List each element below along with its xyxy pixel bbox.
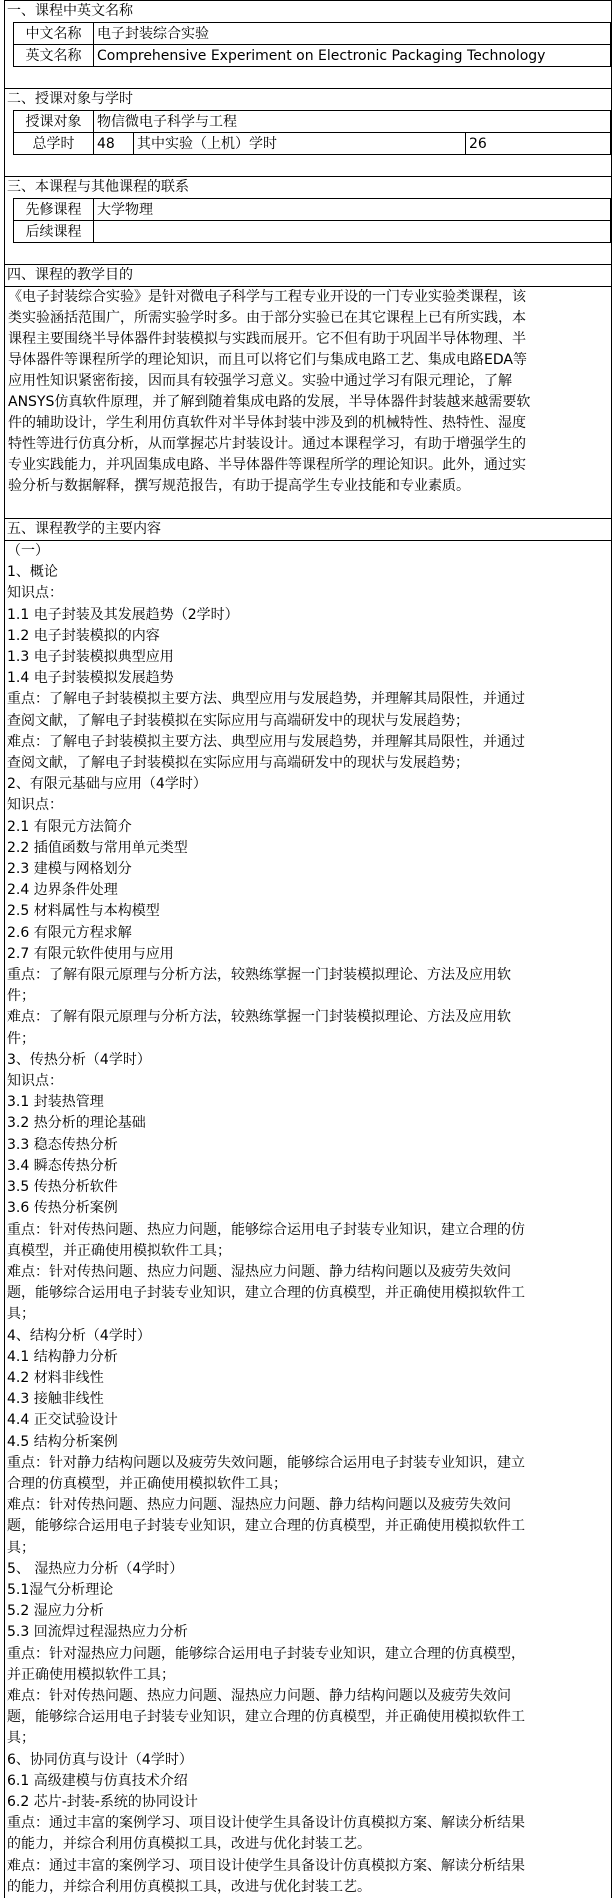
content-line: 重点：了解有限元原理与分析方法，较熟练掌握一门封装模拟理论、方法及应用软 <box>7 967 511 984</box>
section-heading-related-courses: 三、本课程与其他课程的联系 <box>5 176 611 198</box>
content-line: 重点：针对湿热应力问题，能够综合运用电子封装专业知识，建立合理的仿真模型， <box>7 1645 525 1662</box>
content-line: 3.1 封装热管理 <box>7 1094 104 1111</box>
prerequisite-label: 先修课程 <box>14 199 94 221</box>
content-line: 题，能够综合运用电子封装专业知识，建立合理的仿真模型，并正确使用模拟软件工 <box>7 1285 525 1302</box>
content-line: 真模型，并正确使用模拟软件工具； <box>7 1242 231 1259</box>
content-line: 1、概论 <box>7 564 58 581</box>
english-name-label: 英文名称 <box>14 45 94 67</box>
content-line: 6、协同仿真与设计（4学时） <box>7 1751 193 1768</box>
content-line: 2.5 材料属性与本构模型 <box>7 903 160 920</box>
paragraph-line: 应用性知识紧密衔接，因而具有较强学习意义。实验中通过学习有限元理论，了解 <box>8 373 512 389</box>
content-line: 重点：了解电子封装模拟主要方法、典型应用与发展趋势，并理解其局限性，并通过 <box>7 691 525 708</box>
teaching-purpose-paragraph <box>5 286 611 497</box>
content-line: 4.1 结构静力分析 <box>7 1348 118 1365</box>
content-line: 查阅文献，了解电子封装模拟在实际应用与高端研发中的现状与发展趋势； <box>7 712 469 729</box>
total-hours-label: 总学时 <box>14 133 94 155</box>
table-row <box>14 23 611 45</box>
content-line: 难点：针对传热问题、热应力问题、湿热应力问题、静力结构问题以及疲劳失效问 <box>7 1687 511 1704</box>
content-line: 4.5 结构分析案例 <box>7 1433 118 1450</box>
content-line: 1.4 电子封装模拟发展趋势 <box>7 670 174 687</box>
content-line: 件； <box>7 988 35 1005</box>
table-row <box>14 221 611 243</box>
content-line: 5.1湿气分析理论 <box>7 1581 114 1598</box>
paragraph-line: 课程主要围绕半导体器件封装模拟与实践而展开。它不但有助于巩固半导体物理、半 <box>8 331 526 347</box>
audience-hours-table <box>13 110 611 155</box>
content-line: 3.2 热分析的理论基础 <box>7 1115 146 1132</box>
total-hours-value: 48 <box>94 133 134 155</box>
content-line: 3、传热分析（4学时） <box>7 1051 151 1068</box>
content-line: 6.2 芯片-封装-系统的协同设计 <box>7 1793 198 1810</box>
paragraph-line: 《电子封装综合实验》是针对微电子科学与工程专业开设的一门专业实验类课程，该 <box>8 289 526 305</box>
experiment-hours-label: 其中实验（上机）学时 <box>134 133 466 155</box>
content-line: 2、有限元基础与应用（4学时） <box>7 776 207 793</box>
section-heading-audience-hours: 二、授课对象与学时 <box>5 88 611 110</box>
content-line: 知识点： <box>7 1073 63 1090</box>
content-line: 查阅文献，了解电子封装模拟在实际应用与高端研发中的现状与发展趋势； <box>7 755 469 772</box>
content-line: （一） <box>7 543 49 559</box>
experiment-hours-value: 26 <box>466 133 611 155</box>
paragraph-line: 类实验涵括范围广，所需实验学时多。由于部分实验已在其它课程上已有所实践，本 <box>8 310 526 326</box>
content-line: 4.3 接触非线性 <box>7 1391 104 1408</box>
content-line: 件； <box>7 1030 35 1047</box>
content-line: 的能力，并综合利用仿真模拟工具，改进与优化封装工艺。 <box>7 1836 371 1853</box>
content-line: 6.1 高级建模与仿真技术介绍 <box>7 1772 188 1789</box>
english-name-value: Comprehensive Experiment on Electronic Packaging Technology <box>94 45 611 67</box>
section-heading-teaching-purpose: 四、课程的教学目的 <box>5 264 611 286</box>
section-heading-main-content: 五、课程教学的主要内容 <box>5 518 611 540</box>
content-line: 题，能够综合运用电子封装专业知识，建立合理的仿真模型，并正确使用模拟软件工 <box>7 1709 525 1726</box>
table-row <box>14 133 611 155</box>
content-line: 并正确使用模拟软件工具； <box>7 1666 175 1683</box>
content-line: 重点：通过丰富的案例学习、项目设计使学生具备设计仿真模拟方案、解读分析结果 <box>7 1815 525 1832</box>
table-row <box>14 111 611 133</box>
content-line: 具； <box>7 1730 35 1747</box>
content-line: 3.4 瞬态传热分析 <box>7 1157 118 1174</box>
table-row <box>14 45 611 67</box>
paragraph-line: ANSYS仿真软件原理，并了解到随着集成电路的发展，半导体器件封装越来越需要软 <box>8 394 531 410</box>
content-line: 难点：针对传热问题、热应力问题、湿热应力问题、静力结构问题以及疲劳失效问 <box>7 1263 511 1280</box>
content-line: 难点：针对传热问题、热应力问题、湿热应力问题、静力结构问题以及疲劳失效问 <box>7 1497 511 1514</box>
section-heading-names: 一、课程中英文名称 <box>7 3 133 19</box>
content-line: 的能力，并综合利用仿真模拟工具，改进与优化封装工艺。 <box>7 1878 371 1895</box>
content-line: 2.3 建模与网格划分 <box>7 861 132 878</box>
table-row <box>14 199 611 221</box>
related-courses-table <box>13 198 611 243</box>
content-line: 重点：针对静力结构问题以及疲劳失效问题，能够综合运用电子封装专业知识，建立 <box>7 1454 525 1471</box>
course-names-table <box>13 22 611 67</box>
content-line: 2.1 有限元方法简介 <box>7 818 132 835</box>
content-line: 难点：了解有限元原理与分析方法，较熟练掌握一门封装模拟理论、方法及应用软 <box>7 1009 511 1026</box>
content-line: 知识点： <box>7 797 63 814</box>
content-line: 3.5 传热分析软件 <box>7 1179 118 1196</box>
content-line: 题，能够综合运用电子封装专业知识，建立合理的仿真模型，并正确使用模拟软件工 <box>7 1518 525 1535</box>
paragraph-line: 导体器件等课程所学的理论知识，而且可以将它们与集成电路工艺、集成电路EDA等 <box>8 352 527 368</box>
content-line: 2.7 有限元软件使用与应用 <box>7 945 174 962</box>
content-line: 5.2 湿应力分析 <box>7 1603 104 1620</box>
content-line: 难点：了解电子封装模拟主要方法、典型应用与发展趋势，并理解其局限性，并通过 <box>7 733 525 750</box>
course-syllabus-document <box>4 0 612 1898</box>
content-line: 合理的仿真模型，并正确使用模拟软件工具； <box>7 1475 287 1492</box>
content-line: 1.2 电子封装模拟的内容 <box>7 627 160 644</box>
content-line: 3.6 传热分析案例 <box>7 1200 118 1217</box>
content-line: 重点：针对传热问题、热应力问题，能够综合运用电子封装专业知识，建立合理的仿 <box>7 1221 525 1238</box>
content-line: 5、 湿热应力分析（4学时） <box>7 1560 184 1577</box>
followup-value <box>94 221 611 243</box>
paragraph-line: 验分析与数据解释，撰写规范报告，有助于提高学生专业技能和专业素质。 <box>8 478 470 494</box>
content-line: 4.2 材料非线性 <box>7 1369 104 1386</box>
content-line: 1.3 电子封装模拟典型应用 <box>7 649 174 666</box>
content-line: 1.1 电子封装及其发展趋势（2学时） <box>7 606 239 623</box>
prerequisite-value: 大学物理 <box>94 199 611 221</box>
content-line: 2.2 插值函数与常用单元类型 <box>7 839 188 856</box>
paragraph-line: 专业实践能力，并巩固集成电路、半导体器件等课程所学的理论知识。此外，通过实 <box>8 457 526 473</box>
content-line: 2.4 边界条件处理 <box>7 882 118 899</box>
audience-label: 授课对象 <box>14 111 94 133</box>
followup-label: 后续课程 <box>14 221 94 243</box>
content-line: 知识点： <box>7 585 63 602</box>
chinese-name-label: 中文名称 <box>14 23 94 45</box>
content-line: 5.3 回流焊过程湿热应力分析 <box>7 1624 188 1641</box>
audience-value: 物信微电子科学与工程 <box>94 111 611 133</box>
content-line: 3.3 稳态传热分析 <box>7 1136 118 1153</box>
chinese-name-value: 电子封装综合实验 <box>94 23 611 45</box>
content-line: 4、结构分析（4学时） <box>7 1327 151 1344</box>
content-line: 难点：通过丰富的案例学习、项目设计使学生具备设计仿真模拟方案、解读分析结果 <box>7 1857 525 1874</box>
content-line: 具； <box>7 1306 35 1323</box>
content-line: 4.4 正交试验设计 <box>7 1412 118 1429</box>
paragraph-line: 件的辅助设计，学生利用仿真软件对半导体封装中涉及到的机械特性、热特性、湿度 <box>8 415 526 431</box>
content-line: 具； <box>7 1539 35 1556</box>
main-content-body <box>5 540 611 1898</box>
paragraph-line: 特性等进行仿真分析，从而掌握芯片封装设计。通过本课程学习，有助于增强学生的 <box>8 436 526 452</box>
content-line: 2.6 有限元方程求解 <box>7 924 132 941</box>
